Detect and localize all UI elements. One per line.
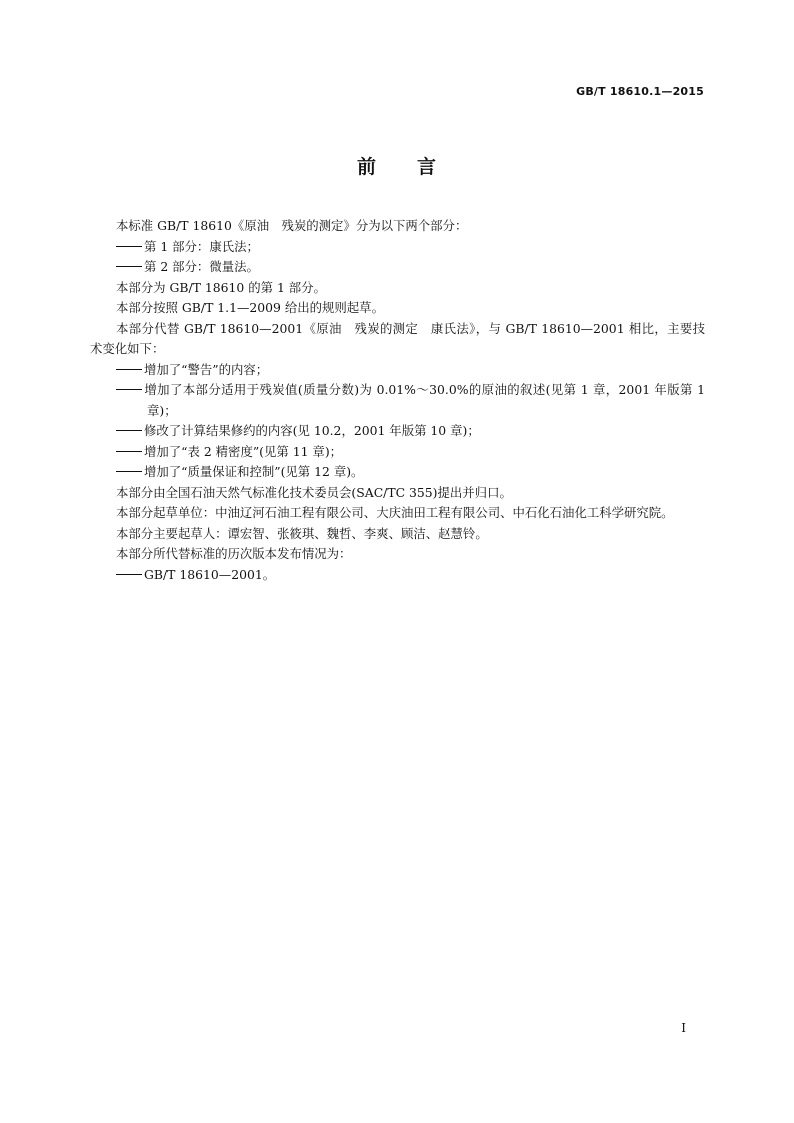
standard-code: GB/T 18610.1—2015 <box>576 85 704 98</box>
paragraph-replacement: 本部分代替 GB/T 18610—2001《原油 残炭的测定 康氏法》，与 GB/T 18610—2001 相比，主要技术变化如下： <box>90 320 705 356</box>
page-number: I <box>681 1021 686 1035</box>
list-item-change-quality: 增加了“质量保证和控制”(见第 12 章)。 <box>90 462 705 483</box>
foreword-body <box>90 216 709 585</box>
dash-mark <box>116 430 142 431</box>
dash-mark <box>116 471 142 472</box>
dash-mark <box>116 574 142 575</box>
title-char-1: 前 <box>356 156 377 178</box>
dash-mark <box>116 451 142 452</box>
list-item-part-1: 第 1 部分：康氏法； <box>90 237 705 258</box>
paragraph-drafting-rules: 本部分按照 GB/T 1.1—2009 给出的规则起草。 <box>116 300 384 315</box>
paragraph-proposer: 本部分由全国石油天然气标准化技术委员会(SAC/TC 355)提出并归口。 <box>116 484 512 500</box>
dash-mark <box>116 246 142 247</box>
title-char-2: 言 <box>417 156 438 178</box>
paragraph-parts-intro: 本标准 GB/T 18610《原油 残炭的测定》分为以下两个部分： <box>116 218 468 233</box>
list-item-history-2001: GB/T 18610—2001。 <box>90 565 705 586</box>
list-item-change-warning: 增加了“警告”的内容； <box>90 360 705 381</box>
dash-mark <box>116 266 142 267</box>
paragraph-drafters: 本部分主要起草人：谭宏智、张筱琪、魏哲、李爽、顾洁、赵慧铃。 <box>116 525 488 541</box>
list-item-part-2: 第 2 部分：微量法。 <box>90 257 705 278</box>
paragraph-drafting-units: 本部分起草单位：中油辽河石油工程有限公司、大庆油田工程有限公司、中石化石油化工科学研究院。 <box>116 505 674 520</box>
list-item-change-precision: 增加了“表 2 精密度”(见第 11 章)； <box>90 442 705 463</box>
list-item-change-rounding: 修改了计算结果修约的内容(见 10.2，2001 年版第 10 章)； <box>90 421 705 442</box>
paragraph-history: 本部分所代替标准的历次版本发布情况为： <box>116 546 352 561</box>
page-title <box>0 152 794 179</box>
paragraph-part-statement: 本部分为 GB/T 18610 的第 1 部分。 <box>116 279 326 295</box>
dash-mark <box>116 389 142 390</box>
dash-mark <box>116 369 142 370</box>
list-item-change-scope: 增加了本部分适用于残炭值(质量分数)为 0.01%～30.0%的原油的叙述(见第 1 章，2001 年版第 1 章)； <box>90 380 705 421</box>
